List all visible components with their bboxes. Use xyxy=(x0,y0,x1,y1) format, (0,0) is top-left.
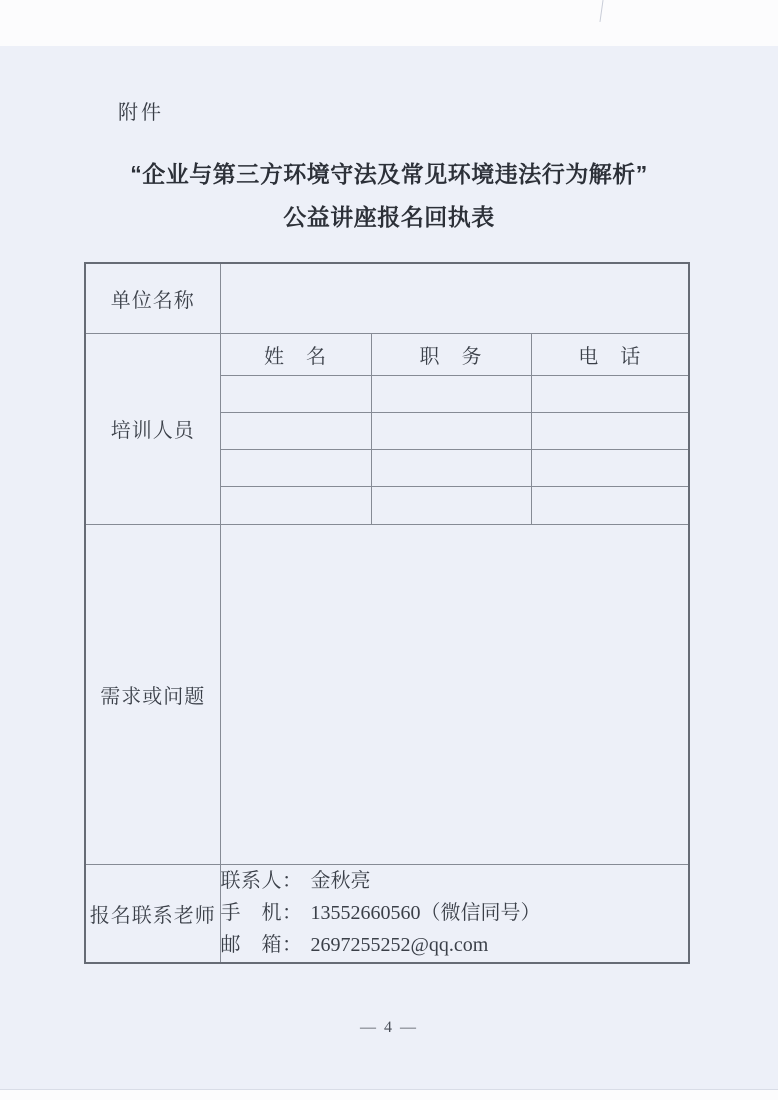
contact-email-label: 邮 箱： xyxy=(220,934,303,957)
trainee-col-name-header: 姓 名 xyxy=(220,333,371,375)
trainee-position-cell xyxy=(371,375,531,412)
unit-name-value-cell xyxy=(220,263,689,333)
contact-person-label: 联系人： xyxy=(220,870,303,893)
document-title-line2: 公益讲座报名回执表 xyxy=(283,204,495,230)
trainee-col-position-header: 职 务 xyxy=(371,333,531,375)
trainee-position-cell xyxy=(371,449,531,486)
contact-mobile-value: 13552660560（微信同号） xyxy=(310,902,541,925)
attachment-label: 附件 xyxy=(118,102,164,124)
trainee-name-cell xyxy=(220,486,371,524)
contact-row xyxy=(85,864,689,963)
trainee-phone-cell xyxy=(531,412,689,449)
registration-form-table xyxy=(84,262,690,964)
contact-person-value: 金秋亮 xyxy=(310,870,371,893)
needs-label: 需求或问题 xyxy=(85,524,220,864)
needs-row xyxy=(85,524,689,864)
unit-name-label: 单位名称 xyxy=(85,263,220,333)
trainee-phone-cell xyxy=(531,449,689,486)
unit-name-row xyxy=(85,263,689,333)
contact-email-value: 2697255252@qq.com xyxy=(310,934,489,957)
contact-teacher-label: 报名联系老师 xyxy=(85,864,220,963)
trainee-position-cell xyxy=(371,412,531,449)
trainees-label: 培训人员 xyxy=(85,333,220,524)
needs-value-cell xyxy=(220,524,689,864)
trainee-col-phone-header: 电 话 xyxy=(531,333,689,375)
trainee-header-row xyxy=(85,333,689,375)
trainee-name-cell xyxy=(220,449,371,486)
trainee-phone-cell xyxy=(531,375,689,412)
contact-email-line xyxy=(221,929,689,961)
trainee-position-cell xyxy=(371,486,531,524)
trainee-phone-cell xyxy=(531,486,689,524)
trainee-name-cell xyxy=(220,375,371,412)
scan-artifact-line xyxy=(599,0,603,22)
contact-info-cell xyxy=(220,864,689,963)
trainee-name-cell xyxy=(220,412,371,449)
contact-mobile-line xyxy=(221,897,689,929)
contact-person-line xyxy=(221,865,689,897)
page-number: — 4 — xyxy=(360,1019,418,1036)
document-title-line1: “企业与第三方环境守法及常见环境违法行为解析” xyxy=(130,161,648,187)
contact-mobile-label: 手 机： xyxy=(220,902,303,925)
